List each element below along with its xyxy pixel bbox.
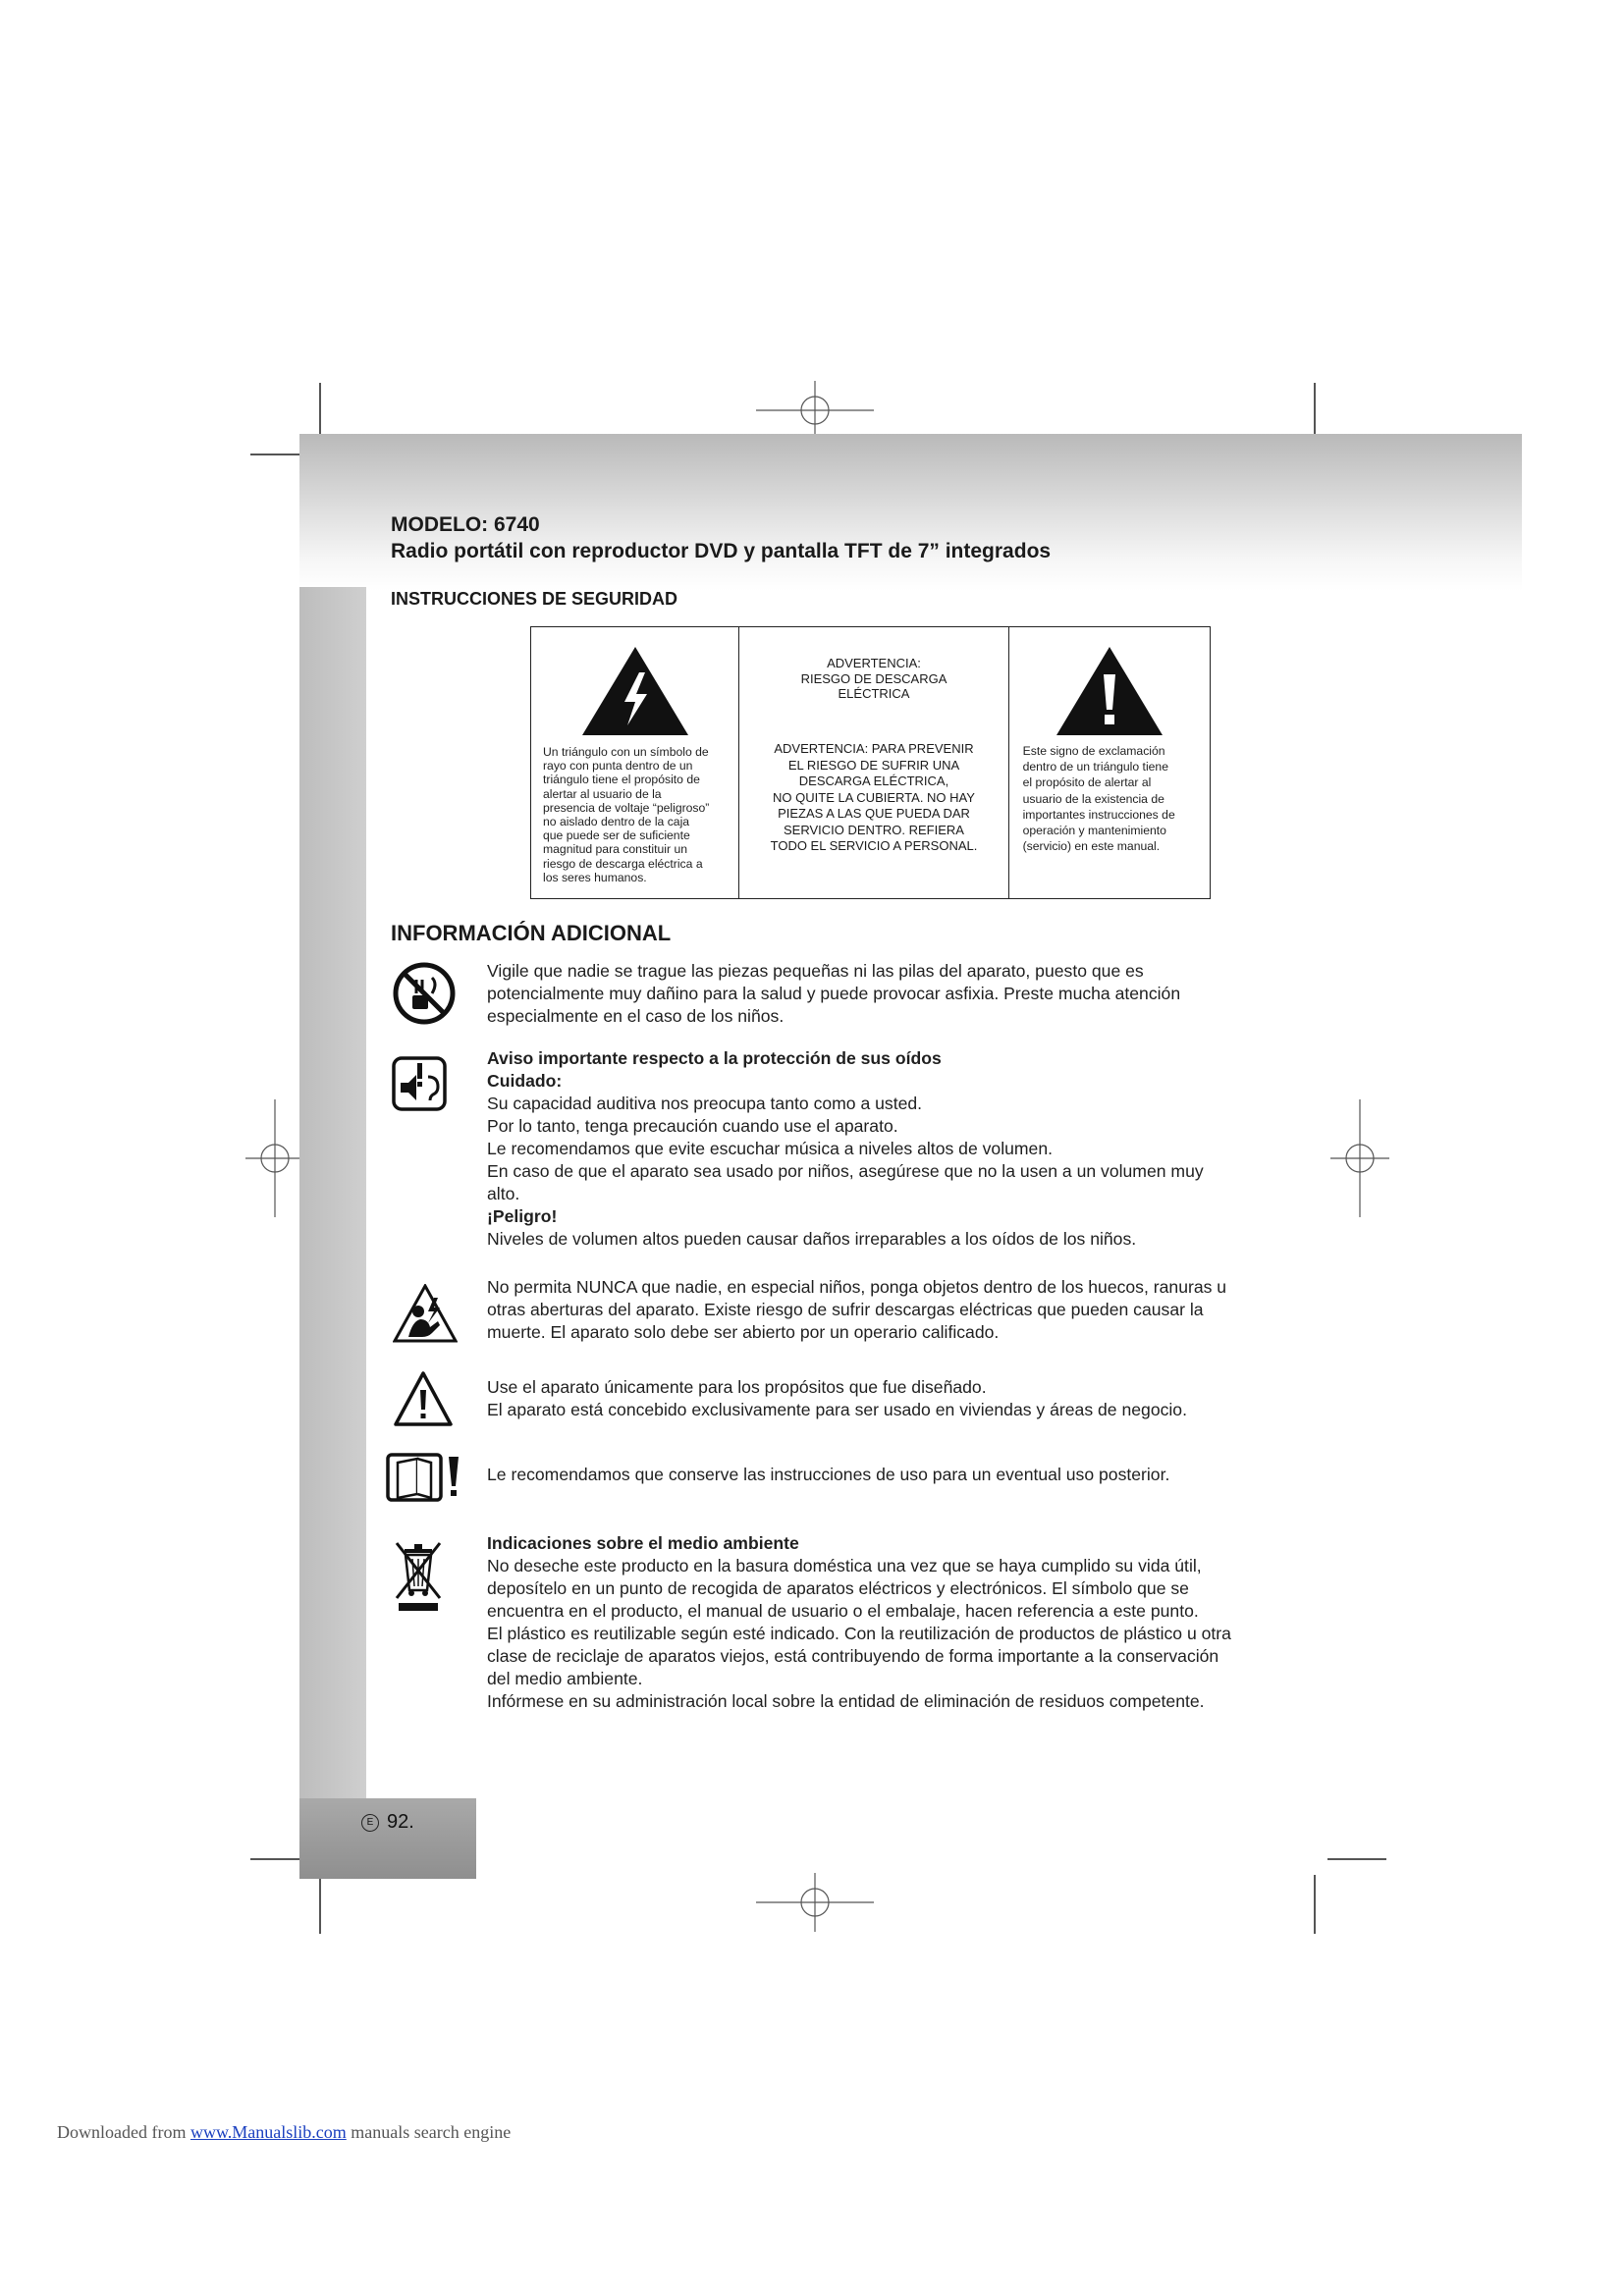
text-line: No deseche este producto en la basura doméstica una vez que se haya cumplido su vida útil, <box>487 1556 1202 1575</box>
text-line: Le recomendamos que conserve las instrucciones de uso para un eventual uso posterior. <box>487 1465 1170 1484</box>
child-shock-warning-text <box>487 1276 1322 1344</box>
text-line: EL RIESGO DE SUFRIR UNA <box>787 757 960 773</box>
text-line: dentro de un triángulo tiene <box>1022 760 1168 774</box>
manualslib-link[interactable]: www.Manualslib.com <box>189 2122 347 2142</box>
child-shock-icon <box>393 1284 458 1343</box>
text-line: Le recomendamos que evite escuchar música a niveles altos de volumen. <box>487 1139 1054 1158</box>
text-line: Un triángulo con un símbolo de <box>543 745 709 759</box>
text-line: ELÉCTRICA <box>838 686 910 701</box>
manual-book-icon <box>386 1451 466 1504</box>
text-line: usuario de la existencia de <box>1022 791 1164 806</box>
text-line: magnitud para constituir un <box>543 842 688 857</box>
product-title: Radio portátil con reproductor DVD y pantalla TFT de 7” integrados <box>391 540 1052 562</box>
safety-section-title: INSTRUCCIONES DE SEGURIDAD <box>391 589 678 609</box>
registration-mark-icon <box>756 381 874 440</box>
exclamation-triangle-icon <box>1055 645 1164 737</box>
text-line: alertar al usuario de la <box>543 786 662 801</box>
text-line: ADVERTENCIA: PARA PREVENIR <box>774 741 974 756</box>
download-suffix: manuals search engine <box>351 2122 512 2142</box>
text-line: del medio ambiente. <box>487 1669 643 1688</box>
text-line: potencialmente muy dañino para la salud y puede provocar asfixia. Preste mucha atención <box>487 984 1181 1003</box>
text-line: Su capacidad auditiva nos preocupa tanto como a usted. <box>487 1094 923 1113</box>
text-line: El aparato está concebido exclusivamente para ser usado en viviendas y áreas de negocio. <box>487 1400 1187 1419</box>
text-line: ADVERTENCIA: <box>827 656 921 670</box>
text-line: encuentra en el producto, el manual de usuario o el embalaje, hacen referencia a este punto. <box>487 1601 1199 1621</box>
page-number-value: 92. <box>387 1811 414 1833</box>
text-line: El plástico es reutilizable según esté indicado. Con la reutilización de productos de plástico u otra <box>487 1624 1231 1643</box>
hearing-warning-text <box>487 1047 1322 1251</box>
intended-use-text <box>487 1376 1322 1421</box>
crop-mark <box>319 1875 321 1934</box>
keep-instructions-text <box>487 1464 1322 1486</box>
text-line: alto. <box>487 1184 520 1203</box>
text-line: clase de reciclaje de aparatos viejos, está contribuyendo de forma importante a la conservación <box>487 1646 1219 1666</box>
download-footer <box>57 2122 511 2143</box>
text-line: no aislado dentro de la caja <box>543 815 690 829</box>
crop-mark <box>1314 383 1316 442</box>
exclamation-warning-text <box>1023 743 1204 854</box>
model-title: MODELO: 6740 <box>391 513 540 536</box>
text-line: muerte. El aparato solo debe ser abierto por un operario calificado. <box>487 1322 1000 1342</box>
text-line: NO QUITE LA CUBIERTA. NO HAY <box>773 789 975 805</box>
text-line: triángulo tiene el propósito de <box>543 773 700 787</box>
text-line: otras aberturas del aparato. Existe riesgo de sufrir descargas eléctricas que pueden causar la <box>487 1300 1204 1319</box>
warning-table <box>530 626 1211 899</box>
text-line: Este signo de exclamación <box>1022 744 1165 758</box>
text-line: (servicio) en este manual. <box>1022 839 1161 854</box>
text-line: DESCARGA ELÉCTRICA, <box>798 774 949 788</box>
text-line: Niveles de volumen altos pueden causar daños irreparables a los oídos de los niños. <box>487 1229 1137 1249</box>
text-line: RIESGO DE DESCARGA <box>800 670 947 686</box>
page-number <box>361 1811 414 1834</box>
text-line: el propósito de alertar al <box>1022 775 1152 790</box>
crop-mark <box>319 383 321 442</box>
registration-mark-icon <box>245 1099 304 1217</box>
text-line: importantes instrucciones de <box>1022 807 1175 822</box>
no-swallow-icon <box>393 962 456 1025</box>
warning-cell-lightning <box>531 627 738 898</box>
header-band <box>299 434 1522 591</box>
text-line: Por lo tanto, tenga precaución cuando use el aparato. <box>487 1116 898 1136</box>
text-line: TODO EL SERVICIO A PERSONAL. <box>770 838 978 853</box>
text-line: Infórmese en su administración local sobre la entidad de eliminación de residuos competente. <box>487 1691 1205 1711</box>
download-prefix: Downloaded from <box>57 2122 187 2142</box>
text-line: En caso de que el aparato sea usado por niños, asegúrese que no la usen a un volumen muy <box>487 1161 1204 1181</box>
text-line: SERVICIO DENTRO. REFIERA <box>784 822 964 837</box>
choking-warning-text <box>487 960 1322 1028</box>
environment-heading: Indicaciones sobre el medio ambiente <box>487 1533 799 1553</box>
crossed-bin-icon <box>391 1539 446 1612</box>
crop-mark <box>1314 1875 1316 1934</box>
language-badge: E <box>361 1814 379 1832</box>
registration-mark-icon <box>1330 1099 1389 1217</box>
side-bar <box>299 587 366 1799</box>
hearing-warning-icon <box>391 1055 448 1112</box>
warning-heading <box>739 656 1007 702</box>
warning-cell-center <box>738 627 1007 898</box>
text-line: rayo con punta dentro de un <box>543 759 693 774</box>
text-line: operación y mantenimiento <box>1022 824 1166 838</box>
text-line: que puede ser de suficiente <box>543 828 690 843</box>
crop-mark <box>250 454 304 455</box>
text-line: PIEZAS A LAS QUE PUEDA DAR <box>778 806 970 821</box>
info-section-title: INFORMACIÓN ADICIONAL <box>391 921 672 945</box>
text-line: presencia de voltaje “peligroso” <box>543 800 710 815</box>
warning-body <box>739 741 1007 855</box>
text-line: deposítelo en un punto de recogida de aparatos eléctricos y electrónicos. El símbolo que se <box>487 1578 1189 1598</box>
text-line: No permita NUNCA que nadie, en especial niños, ponga objetos dentro de los huecos, ranuras u <box>487 1277 1227 1297</box>
caution-triangle-icon <box>393 1370 454 1427</box>
crop-mark <box>1327 1858 1386 1860</box>
caution-heading: Cuidado: <box>487 1071 563 1091</box>
lightning-triangle-icon <box>580 645 690 737</box>
lightning-warning-text <box>543 745 732 884</box>
text-line: los seres humanos. <box>543 870 647 884</box>
text-line: riesgo de descarga eléctrica a <box>543 856 703 871</box>
warning-cell-exclamation <box>1008 627 1210 898</box>
environment-text <box>487 1532 1322 1713</box>
text-line: especialmente en el caso de los niños. <box>487 1006 785 1026</box>
crop-mark <box>250 1858 304 1860</box>
text-line: Use el aparato únicamente para los propósitos que fue diseñado. <box>487 1377 987 1397</box>
text-line: Vigile que nadie se trague las piezas pequeñas ni las pilas del aparato, puesto que es <box>487 961 1144 981</box>
danger-heading: ¡Peligro! <box>487 1206 558 1226</box>
hearing-heading: Aviso importante respecto a la protección de sus oídos <box>487 1048 942 1068</box>
registration-mark-icon <box>756 1873 874 1932</box>
